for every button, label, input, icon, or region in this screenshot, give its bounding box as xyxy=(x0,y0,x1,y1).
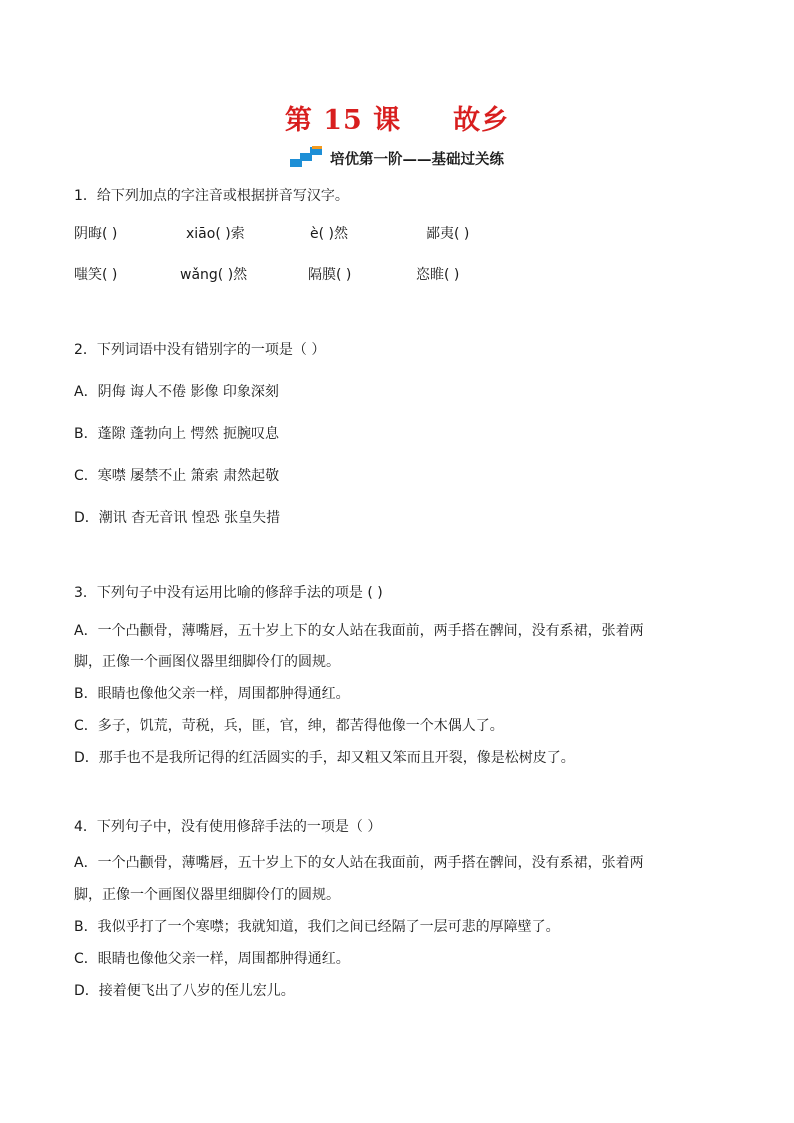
q1-item: wǎng( )然 xyxy=(180,267,248,283)
q4-option-a: A．一个凸颧骨，薄嘴唇，五十岁上下的女人站在我面前，两手搭在髀间，没有系裙，张着两 xyxy=(74,855,644,871)
q4-stem: 4．下列句子中，没有使用修辞手法的一项是（ ） xyxy=(74,819,382,835)
lesson-title: 第 15 课 故乡 xyxy=(284,105,510,136)
q2-stem: 2．下列词语中没有错别字的一项是（ ） xyxy=(74,342,326,358)
q3-option-a: A．一个凸颧骨，薄嘴唇，五十岁上下的女人站在我面前，两手搭在髀间，没有系裙，张着两 xyxy=(74,623,644,639)
q2-option-a: A．阴侮 诲人不倦 影像 印象深刻 xyxy=(74,384,279,400)
q3-option-b: B．眼睛也像他父亲一样，周围都肿得通红。 xyxy=(74,686,350,702)
q3-option-c: C．多子，饥荒，苛税，兵，匪，官，绅，都苦得他像一个木偶人了。 xyxy=(74,718,504,734)
q4-option-d: D．接着便飞出了八岁的侄儿宏儿。 xyxy=(74,983,295,999)
q1-item: 阴晦( ) xyxy=(74,226,118,242)
q3-stem: 3．下列句子中没有运用比喻的修辞手法的项是 ( ) xyxy=(74,585,383,601)
q1-item: 隔膜( ) xyxy=(308,267,352,283)
q2-option-c: C．寒噤 屡禁不止 箫索 肃然起敬 xyxy=(74,468,280,484)
q1-stem: 1．给下列加点的字注音或根据拼音写汉字。 xyxy=(74,188,349,204)
q1-item: xiāo( )索 xyxy=(186,226,245,242)
q1-item: 恣睢( ) xyxy=(416,267,460,283)
q1-item: è( )然 xyxy=(310,226,348,242)
section-heading xyxy=(0,146,794,169)
q1-row-1 xyxy=(74,224,724,244)
q1-row-2 xyxy=(74,265,724,285)
stacked-blocks-icon xyxy=(290,146,324,168)
q3-option-d: D．那手也不是我所记得的红活圆实的手，却又粗又笨而且开裂，像是松树皮了。 xyxy=(74,750,575,766)
q1-item: 嗤笑( ) xyxy=(74,267,118,283)
q1-item: 鄙夷( ) xyxy=(426,226,470,242)
q4-option-a-cont: 脚，正像一个画图仪器里细脚伶仃的圆规。 xyxy=(74,887,340,903)
q3-option-a-cont: 脚，正像一个画图仪器里细脚伶仃的圆规。 xyxy=(74,654,340,670)
q2-option-b: B．蓬隙 蓬勃向上 愕然 扼腕叹息 xyxy=(74,426,279,442)
q4-option-b: B．我似乎打了一个寒噤；我就知道，我们之间已经隔了一层可悲的厚障壁了。 xyxy=(74,919,560,935)
section-title: 培优第一阶——基础过关练 xyxy=(330,151,504,168)
q4-option-c: C．眼睛也像他父亲一样，周围都肿得通红。 xyxy=(74,951,350,967)
q2-option-d: D．潮讯 杳无音讯 惶恐 张皇失措 xyxy=(74,510,281,526)
